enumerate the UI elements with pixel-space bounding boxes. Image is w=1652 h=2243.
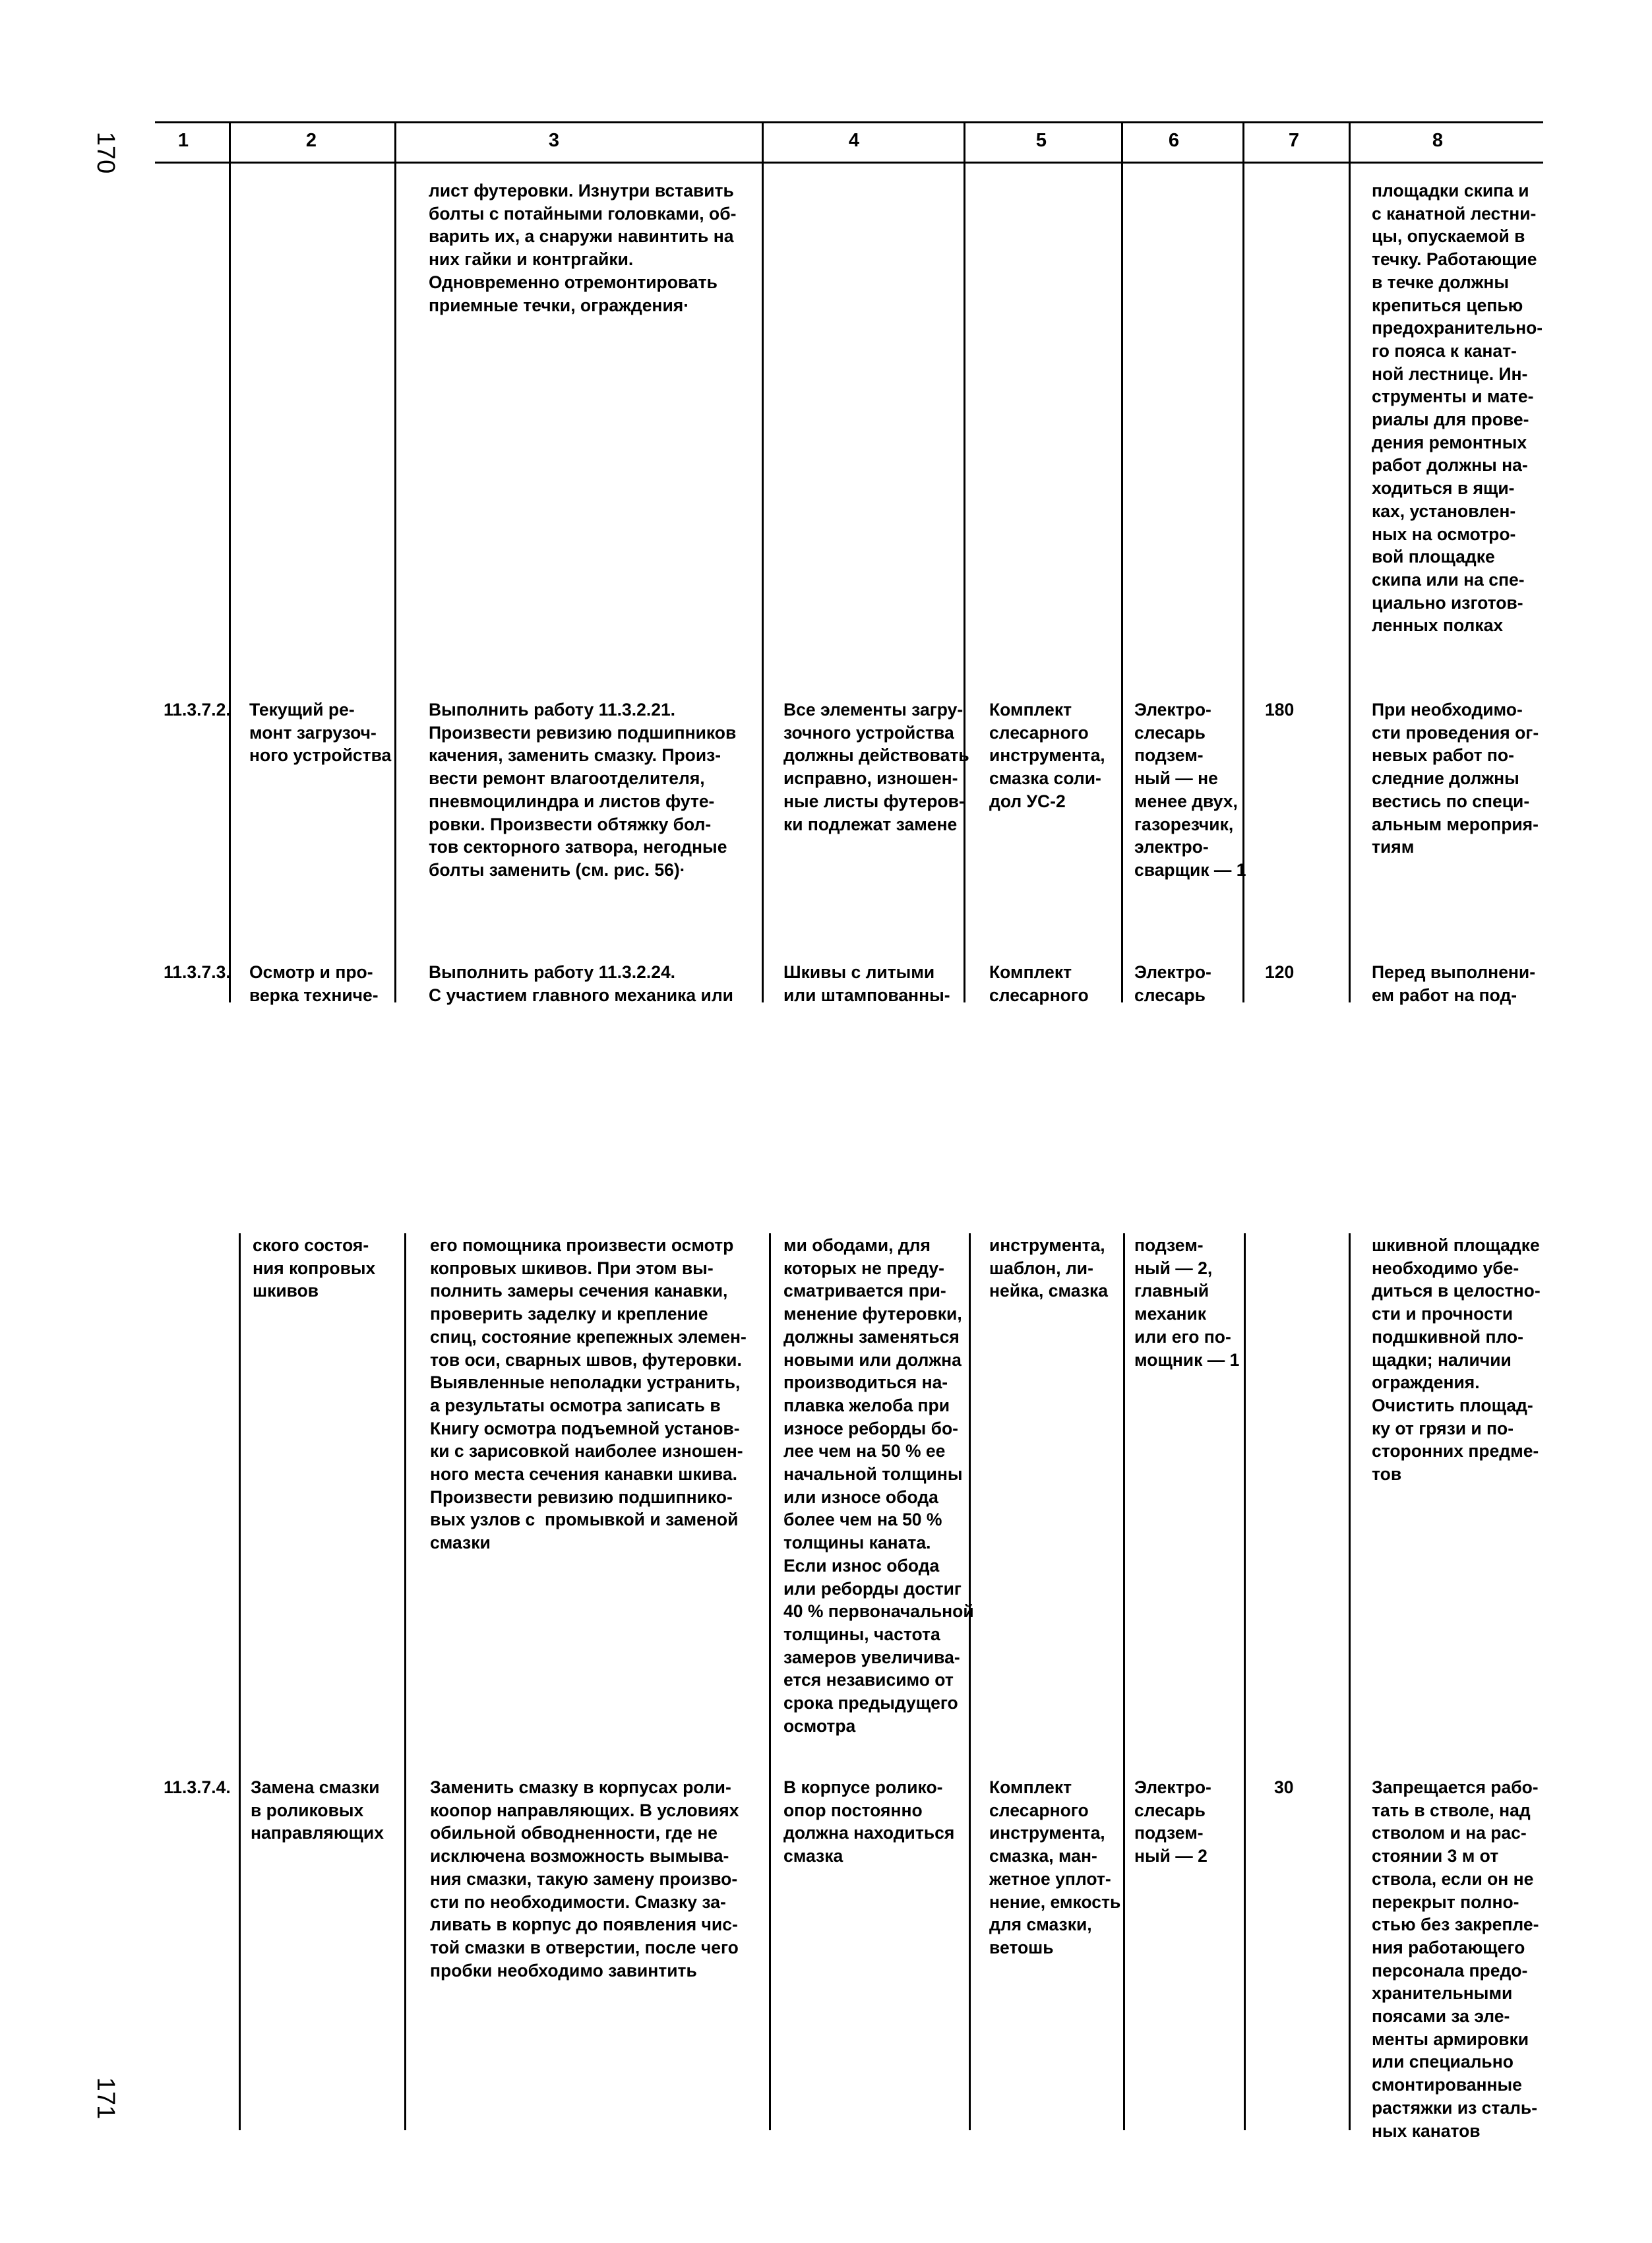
col-rule-5-upper [1121, 121, 1123, 1002]
page-number-top: 170 [92, 131, 120, 174]
text-line: ленных полках [1372, 615, 1504, 636]
col-header-2: 2 [305, 130, 317, 151]
text-line: альным мероприя- [1372, 814, 1539, 834]
text-line: исправно, изношен- [783, 768, 958, 789]
text-line: слесарь [1134, 985, 1206, 1005]
text-line: более чем на 50 % [783, 1510, 942, 1530]
text-line: слесарь [1134, 722, 1206, 743]
text-line: Если износ обода [783, 1555, 940, 1576]
text-line: Все элементы загру- [783, 700, 964, 720]
text-line: пробки необходимо завинтить [430, 1960, 697, 1981]
row-11372-description [429, 698, 736, 882]
text-line: Электро- [1134, 962, 1211, 982]
text-line: подзем- [1134, 1235, 1204, 1255]
text-line: коопор направляющих. В условиях [430, 1800, 739, 1820]
row-11374-tools [989, 1776, 1120, 1959]
text-line: ми ободами, для [783, 1235, 931, 1255]
text-line: ствола, если он не [1372, 1868, 1534, 1889]
text-line: ходиться в ящи- [1372, 478, 1515, 499]
text-line: 40 % первоначальной [783, 1601, 974, 1622]
col-header-6: 6 [1168, 130, 1180, 151]
text-line: тать в стволе, над [1372, 1800, 1531, 1820]
text-line: нейка, смазка [989, 1281, 1108, 1301]
text-line: риалы для прове- [1372, 410, 1529, 430]
row-11374-staff [1134, 1776, 1211, 1868]
text-line: ния смазки, такую замену произво- [430, 1868, 738, 1889]
text-line: а результаты осмотра записать в [430, 1395, 721, 1415]
text-line: Шкивы с литыми [783, 962, 935, 982]
text-line: износе реборды бо- [783, 1418, 958, 1438]
col-rule-7-lower [1349, 1233, 1351, 2130]
row-11373-tools-top [989, 961, 1089, 1006]
text-line: ограждения. [1372, 1372, 1480, 1393]
col-header-7: 7 [1288, 130, 1300, 151]
row-11372-requirements [783, 698, 969, 836]
text-line: ливать в корпус до появления чис- [430, 1915, 738, 1935]
text-line: шаблон, ли- [989, 1258, 1093, 1278]
row-11373-safety-top [1372, 961, 1535, 1006]
row-11374-time: 30 [1274, 1777, 1294, 1797]
text-line: тов [1372, 1464, 1402, 1485]
row-11372-number: 11.3.7.2. [164, 700, 231, 720]
text-line: вести ремонт влагоотделителя, [429, 768, 705, 789]
text-line: лее чем на 50 % ее [783, 1441, 946, 1461]
text-line: ного устройства [249, 745, 392, 766]
text-line: Книгу осмотра подъемной установ- [430, 1418, 740, 1438]
header-top-rule [155, 121, 1543, 123]
text-line: ных на осмотро- [1372, 524, 1516, 544]
text-line: ровки. Произвести обтяжку бол- [429, 814, 712, 834]
text-line: В корпусе ролико- [783, 1777, 943, 1797]
text-line: щадки; наличии [1372, 1349, 1512, 1370]
text-line: которых не преду- [783, 1258, 944, 1278]
text-line: хранительными [1372, 1983, 1513, 2004]
text-line: работ должны на- [1372, 455, 1528, 476]
text-line: ные листы футеров- [783, 791, 965, 811]
text-line: ского состоя- [253, 1235, 369, 1255]
text-line: толщины, частота [783, 1624, 940, 1644]
text-line: сторонних предме- [1372, 1441, 1539, 1461]
col-rule-1-upper [229, 121, 231, 1002]
text-line: или специально [1372, 2052, 1514, 2072]
text-line: болты заменить (см. рис. 56)· [429, 859, 686, 880]
text-line: Одновременно отремонтировать [429, 272, 718, 292]
text-line: Осмотр и про- [249, 962, 373, 982]
text-line: перекрыт полно- [1372, 1891, 1519, 1912]
text-line: подзем- [1134, 745, 1204, 766]
text-line: в роликовых [251, 1800, 364, 1820]
text-line: толщины каната. [783, 1533, 931, 1553]
row-11373-title-top [249, 961, 379, 1006]
row-11374-number: 11.3.7.4. [164, 1777, 231, 1797]
text-line: ния копровых [253, 1258, 376, 1278]
row-11374-safety [1372, 1776, 1539, 2142]
text-line: сварщик — 1 [1134, 859, 1246, 880]
text-line: смазка [783, 1846, 843, 1866]
text-line: Очистить площад- [1372, 1395, 1533, 1415]
text-line: тиям [1372, 837, 1415, 857]
text-line: Комплект [989, 962, 1072, 982]
text-line: срока предыдущего [783, 1693, 958, 1713]
text-line: инструмента, [989, 1823, 1105, 1843]
text-line: дения ремонтных [1372, 432, 1527, 452]
text-line: или его по- [1134, 1326, 1231, 1347]
header-bottom-rule [155, 162, 1543, 164]
text-line: ется независимо от [783, 1670, 954, 1690]
text-line: болты с потайными головками, об- [429, 203, 737, 224]
text-line: направляющих [251, 1823, 384, 1843]
text-line: ных канатов [1372, 2120, 1481, 2141]
text-line: циально изготов- [1372, 592, 1523, 613]
text-line: новыми или должна [783, 1349, 962, 1370]
text-line: осмотра [783, 1715, 856, 1736]
text-line: растяжки из сталь- [1372, 2097, 1538, 2118]
text-line: инструмента, [989, 1235, 1105, 1255]
text-line: Заменить смазку в корпусах роли- [430, 1777, 731, 1797]
text-line: Комплект [989, 700, 1072, 720]
text-line: сти и прочности [1372, 1304, 1513, 1324]
text-line: менение футеровки, [783, 1304, 962, 1324]
text-line: ный — 2 [1134, 1846, 1208, 1866]
row-11372-time: 180 [1265, 700, 1295, 720]
row-11373-staff-bottom [1134, 1234, 1239, 1371]
text-line: механик [1134, 1304, 1207, 1324]
text-line: в течке должны [1372, 272, 1510, 292]
cont-safety-notes [1372, 179, 1543, 637]
text-line: лист футеровки. Изнутри вставить [429, 181, 734, 200]
text-line: плавка желоба при [783, 1395, 950, 1415]
text-line: ния работающего [1372, 1937, 1525, 1957]
text-line: смазки [430, 1533, 491, 1553]
text-line: диться в целостно- [1372, 1281, 1541, 1301]
col-rule-1-lower [239, 1233, 241, 2130]
row-11373-requirements-top [783, 961, 950, 1006]
row-11373-title-bottom [253, 1234, 375, 1303]
text-line: дол УС-2 [989, 791, 1066, 811]
text-line: ках, установлен- [1372, 501, 1516, 521]
text-line: качения, заменить смазку. Произ- [429, 745, 721, 766]
row-11372-staff [1134, 698, 1246, 882]
page-number-bottom: 171 [92, 2077, 120, 2120]
row-11374-description [430, 1776, 739, 1982]
text-line: невых работ по- [1372, 745, 1514, 766]
text-line: подзем- [1134, 1823, 1204, 1843]
text-line: ный — 2, [1134, 1258, 1213, 1278]
col-rule-2-lower [404, 1233, 406, 2130]
text-line: стволом и на рас- [1372, 1823, 1527, 1843]
text-line: них гайки и контргайки. [429, 249, 634, 270]
col-rule-4-upper [964, 121, 965, 1002]
text-line: газорезчик, [1134, 814, 1234, 834]
text-line: сматривается при- [783, 1281, 946, 1301]
text-line: шкивов [253, 1281, 319, 1301]
text-line: смазка, ман- [989, 1846, 1097, 1866]
text-line: слесарного [989, 1800, 1089, 1820]
text-line: вестись по специ- [1372, 791, 1530, 811]
text-line: ку от грязи и по- [1372, 1418, 1514, 1438]
text-line: главный [1134, 1281, 1209, 1301]
row-11373-requirements-bottom [783, 1234, 974, 1737]
text-line: пневмоцилиндра и листов футе- [429, 791, 715, 811]
text-line: слесарного [989, 722, 1089, 743]
text-line: ного места сечения канавки шкива. [430, 1464, 737, 1485]
text-line: стоянии 3 м от [1372, 1846, 1499, 1866]
text-line: должны действовать [783, 745, 969, 766]
text-line: зочного устройства [783, 722, 954, 743]
col-rule-3-lower [769, 1233, 771, 2130]
col-header-3: 3 [548, 130, 560, 151]
text-line: стью без закрепле- [1372, 1915, 1539, 1935]
row-11373-description-top [429, 961, 733, 1006]
text-line: должны заменяться [783, 1326, 960, 1347]
text-line: С участием главного механика или [429, 985, 733, 1005]
text-line: шкивной площадке [1372, 1235, 1540, 1255]
text-line: скипа или на спе- [1372, 569, 1525, 590]
text-line: При необходимо- [1372, 700, 1523, 720]
text-line: нение, емкость [989, 1891, 1121, 1912]
text-line: той смазки в отверстии, после чего [430, 1937, 739, 1957]
row-11374-title [251, 1776, 384, 1845]
text-line: Электро- [1134, 700, 1211, 720]
text-line: вой площадке [1372, 547, 1495, 567]
text-line: с канатной лестни- [1372, 203, 1537, 224]
col-header-4: 4 [848, 130, 860, 151]
text-line: ный — не [1134, 768, 1218, 789]
text-line: Замена смазки [251, 1777, 380, 1797]
text-line: обильной обводненности, где не [430, 1823, 718, 1843]
row-11373-tools-bottom [989, 1234, 1108, 1303]
text-line: площадки скипа и [1372, 181, 1529, 200]
text-line: Текущий ре- [249, 700, 355, 720]
text-line: слесарь [1134, 1800, 1206, 1820]
col-rule-7-upper [1349, 121, 1351, 1002]
text-line: подшкивной пло- [1372, 1326, 1523, 1347]
text-line: Произвести ревизию подшипнико- [430, 1487, 733, 1507]
text-line: тов оси, сварных швов, футеровки. [430, 1349, 742, 1370]
text-line: персонала предо- [1372, 1960, 1528, 1981]
text-line: поясами за эле- [1372, 2006, 1510, 2027]
col-rule-6-lower [1244, 1233, 1246, 2130]
text-line: опор постоянно [783, 1800, 923, 1820]
text-line: ной лестнице. Ин- [1372, 363, 1528, 384]
text-line: приемные течки, ограждения· [429, 295, 690, 315]
text-line: предохранительно- [1372, 318, 1543, 338]
text-line: начальной толщины [783, 1464, 963, 1485]
col-header-1: 1 [177, 130, 189, 151]
text-line: должна находиться [783, 1823, 955, 1843]
col-rule-2-upper [394, 121, 396, 1002]
row-11374-requirements [783, 1776, 954, 1868]
text-line: копровых шкивов. При этом вы- [430, 1258, 714, 1278]
text-line: Комплект [989, 1777, 1072, 1797]
text-line: замеров увеличива- [783, 1647, 960, 1667]
cont-work-description [429, 179, 736, 317]
text-line: Электро- [1134, 1777, 1211, 1797]
text-line: слесарного [989, 985, 1089, 1005]
text-line: менее двух, [1134, 791, 1238, 811]
text-line: крепиться цепью [1372, 295, 1523, 315]
text-line: менты армировки [1372, 2029, 1529, 2049]
text-line: монт загрузоч- [249, 722, 377, 743]
text-line: жетное уплот- [989, 1868, 1111, 1889]
text-line: тов секторного затвора, негодные [429, 837, 727, 857]
text-line: сти проведения ог- [1372, 722, 1539, 743]
text-line: ки с зарисовкой наиболее изношен- [430, 1441, 743, 1461]
text-line: спиц, состояние крепежных элемен- [430, 1326, 747, 1347]
text-line: для смазки, [989, 1915, 1092, 1935]
text-line: Выполнить работу 11.3.2.21. [429, 700, 676, 720]
text-line: или штампованны- [783, 985, 950, 1005]
row-11372-tools [989, 698, 1105, 813]
text-line: верка техниче- [249, 985, 379, 1005]
row-11373-staff-top [1134, 961, 1211, 1006]
text-line: Выполнить работу 11.3.2.24. [429, 962, 676, 982]
text-line: вых узлов с промывкой и заменой [430, 1510, 739, 1530]
row-11373-time: 120 [1265, 962, 1295, 982]
text-line: варить их, а снаружи навинтить на [429, 226, 734, 247]
row-11372-title [249, 698, 391, 767]
text-line: сти по необходимости. Смазку за- [430, 1891, 726, 1912]
text-line: Перед выполнени- [1372, 962, 1536, 982]
text-line: или износе обода [783, 1487, 938, 1507]
row-11373-safety-bottom [1372, 1234, 1541, 1486]
row-11372-safety [1372, 698, 1539, 859]
text-line: исключена возможность вымыва- [430, 1846, 729, 1866]
col-header-8: 8 [1432, 130, 1444, 151]
text-line: ки подлежат замене [783, 814, 958, 834]
row-11373-description-bottom [430, 1234, 747, 1554]
text-line: смонтированные [1372, 2075, 1522, 2095]
text-line: струменты и мате- [1372, 386, 1534, 407]
text-line: Выявленные неполадки устранить, [430, 1372, 741, 1393]
text-line: мощник — 1 [1134, 1349, 1240, 1370]
text-line: следние должны [1372, 768, 1519, 789]
text-line: течку. Работающие [1372, 249, 1537, 270]
col-rule-5-lower [1123, 1233, 1125, 2130]
text-line: ем работ на под- [1372, 985, 1517, 1005]
text-line: Запрещается рабо- [1372, 1777, 1539, 1797]
col-header-5: 5 [1035, 130, 1047, 151]
text-line: проверить заделку и крепление [430, 1304, 708, 1324]
text-line: Произвести ревизию подшипников [429, 722, 737, 743]
row-11373-number: 11.3.7.3. [164, 962, 231, 982]
text-line: ветошь [989, 1937, 1054, 1957]
text-line: цы, опускаемой в [1372, 226, 1525, 247]
text-line: или реборды достиг [783, 1578, 962, 1599]
text-line: его помощника произвести осмотр [430, 1235, 734, 1255]
text-line: электро- [1134, 837, 1209, 857]
text-line: необходимо убе- [1372, 1258, 1519, 1278]
text-line: го пояса к канат- [1372, 340, 1517, 361]
text-line: производиться на- [783, 1372, 948, 1393]
col-rule-3-upper [762, 121, 764, 1002]
text-line: полнить замеры сечения канавки, [430, 1281, 728, 1301]
text-line: инструмента, [989, 745, 1105, 766]
text-line: смазка соли- [989, 768, 1101, 789]
